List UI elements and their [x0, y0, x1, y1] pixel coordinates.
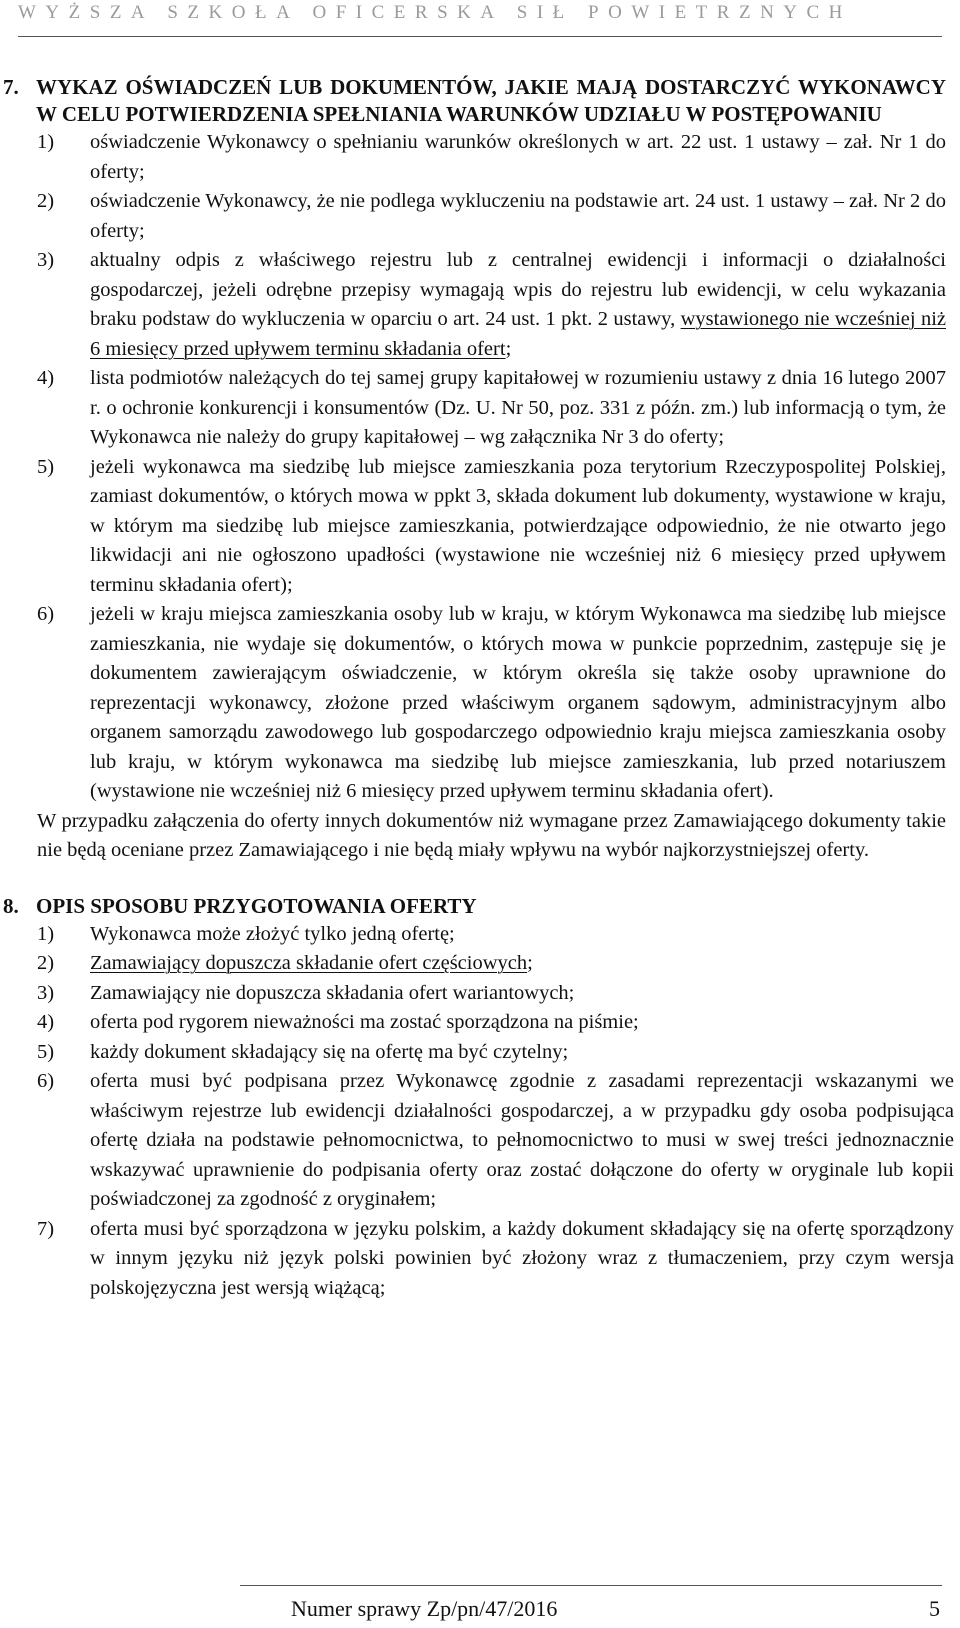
section-8-item-4: [0, 1008, 960, 1038]
section-7: [0, 74, 960, 866]
item-number: 2): [37, 190, 55, 212]
item-text: każdy dokument składający się na ofertę ma być czytelny;: [90, 1040, 569, 1063]
case-number: Numer sprawy Zp/pn/47/2016: [291, 1596, 558, 1621]
item-number: 4): [37, 367, 55, 389]
item-number: 5): [37, 1040, 55, 1063]
section-7-item-6: [0, 600, 960, 807]
item-text: lista podmiotów należących do tej samej grupy kapitałowej w rozumieniu ustawy z dnia 16 lutego 2007 r. o ochronie konkurencji i konsumentów (Dz. U. Nr 50, poz. 331 z późn. zm.) lub informacją o tym, że Wykonawca nie należy do grupy kapitałowej – wg załącznika Nr 3 do oferty;: [90, 367, 946, 448]
section-7-item-3: [0, 246, 960, 364]
item-number: 4): [37, 1011, 55, 1033]
item-number: 6): [37, 1070, 55, 1092]
item-text: oferta musi być sporządzona w języku polskim, a każdy dokument składający się na ofertę sporządzony w innym języku niż język polski powinien być złożony wraz z tłumaczeniem, przy czym wersja polskojęzyczna jest wersją wiążącą;: [90, 1217, 954, 1299]
section-7-item-4: [0, 364, 960, 453]
section-7-item-2: [0, 187, 960, 246]
section-8-item-2: [0, 949, 960, 979]
header-divider: [18, 36, 942, 37]
document-body: [0, 74, 960, 1303]
section-7-closing-paragraph: W przypadku załączenia do oferty innych dokumentów niż wymagane przez Zamawiającego dokumenty takie nie będą oceniane przez Zamawiającego i nie będą miały wpływu na wybór najkorzystniejszej oferty.: [37, 809, 946, 861]
section-8-number: 8.: [3, 893, 19, 918]
section-spacer: [0, 866, 960, 893]
item-text: jeżeli w kraju miejsca zamieszkania osoby lub w kraju, w którym Wykonawca ma siedzibę lub miejsce zamieszkania, nie wydaje się dokumentów, o których mowa w punkcie poprzednim, zastępuje się je dokumentem zawierającym oświadczenie, w którym określa się także osoby uprawnione do reprezentacji wykonawcy, złożone przed właściwym organem sądowym, administracyjnym albo organem samorządu zawodowego lub gospodarczego odpowiednio kraju miejsca zamieszkania osoby lub kraju, w którym wykonawca ma siedzibę lub miejsce zamieszkania, lub przed notariuszem (wystawione nie wcześniej niż 6 miesięcy przed upływem terminu składania ofert).: [90, 603, 946, 802]
page-number: 5: [929, 1596, 940, 1621]
page-footer: [0, 1596, 940, 1628]
item-text: aktualny odpis z właściwego rejestru lub z centralnej ewidencji i informacji o działalności gospodarczej, jeżeli odrębne przepisy wymagają wpis do rejestru lub ewidencji, w celu wykazania braku podstaw do wykluczenia w oparciu o art. 24 ust. 1 pkt. 2 ustawy,: [90, 249, 946, 330]
section-8-title: [0, 893, 960, 920]
section-8-item-6: [0, 1067, 960, 1215]
section-8-item-3: [0, 979, 960, 1009]
section-8-item-1: [0, 920, 960, 950]
item-text: oferta pod rygorem nieważności ma zostać sporządzona na piśmie;: [90, 1011, 639, 1033]
footer-divider: [240, 1585, 942, 1586]
item-underlined-text: Zamawiający dopuszcza składanie ofert częściowych: [90, 952, 528, 974]
item-text-end: ;: [505, 337, 512, 360]
item-text: oświadczenie Wykonawcy, że nie podlega wykluczeniu na podstawie art. 24 ust. 1 ustawy – zał. Nr 2 do oferty;: [90, 190, 946, 242]
item-number: 3): [37, 981, 55, 1004]
section-7-title-text: WYKAZ OŚWIADCZEŃ LUB DOKUMENTÓW, JAKIE MAJĄ DOSTARCZYĆ WYKONAWCY W CELU POTWIERDZENIA SPEŁNIANIA WARUNKÓW UDZIAŁU W POSTĘPOWANIU: [36, 75, 946, 126]
section-8: [0, 893, 960, 1304]
section-8-item-5: [0, 1038, 960, 1068]
item-text: jeżeli wykonawca ma siedzibę lub miejsce zamieszkania poza terytorium Rzeczypospolitej Polskiej, zamiast dokumentów, o których mowa w ppkt 3, składa dokument lub dokumenty, wystawione w kraju, w którym ma siedzibę lub miejsce zamieszkania, potwierdzające odpowiednio, że nie otwarto jego likwidacji ani nie ogłoszono upadłości (wystawione nie wcześniej niż 6 miesięcy przed upływem terminu składania ofert);: [90, 455, 946, 596]
item-text: Zamawiający nie dopuszcza składania ofert wariantowych;: [90, 981, 575, 1004]
item-underlined-text: wystawionego nie wcześniej niż 6 miesięcy przed upływem terminu składania ofert: [90, 308, 946, 360]
section-8-title-text: OPIS SPOSOBU PRZYGOTOWANIA OFERTY: [36, 893, 477, 918]
section-8-item-7: [0, 1215, 960, 1304]
item-number: 6): [37, 603, 55, 625]
item-text: oferta musi być podpisana przez Wykonawcę zgodnie z zasadami reprezentacji wskazanymi we właściwym rejestrze lub ewidencji działalności gospodarczej, a w przypadku gdy osoba podpisująca ofertę działa na podstawie pełnomocnictwa, to pełnomocnictwo to musi w swej treści jednoznacznie wskazywać uprawnienie do podpisania oferty oraz zostać dołączone do oferty w oryginale lub kopii poświadczonej za zgodność z oryginałem;: [90, 1070, 954, 1210]
section-7-item-1: [0, 128, 960, 187]
page-header-institution: WYŻSZA SZKOŁA OFICERSKA SIŁ POWIETRZNYCH: [18, 2, 852, 23]
item-number: 3): [37, 249, 55, 271]
section-7-number: 7.: [3, 75, 19, 99]
item-number: 7): [37, 1217, 55, 1240]
item-number: 5): [37, 455, 55, 478]
section-7-title: [0, 74, 960, 128]
item-text: oświadczenie Wykonawcy o spełnianiu warunków określonych w art. 22 ust. 1 ustawy – zał. Nr 1 do oferty;: [90, 131, 946, 183]
item-text: Wykonawca może złożyć tylko jedną ofertę;: [90, 922, 455, 945]
item-number: 1): [37, 131, 55, 153]
item-number: 1): [37, 922, 55, 945]
item-text-end: ;: [527, 952, 533, 974]
item-number: 2): [37, 952, 55, 974]
section-7-item-5: [0, 453, 960, 601]
